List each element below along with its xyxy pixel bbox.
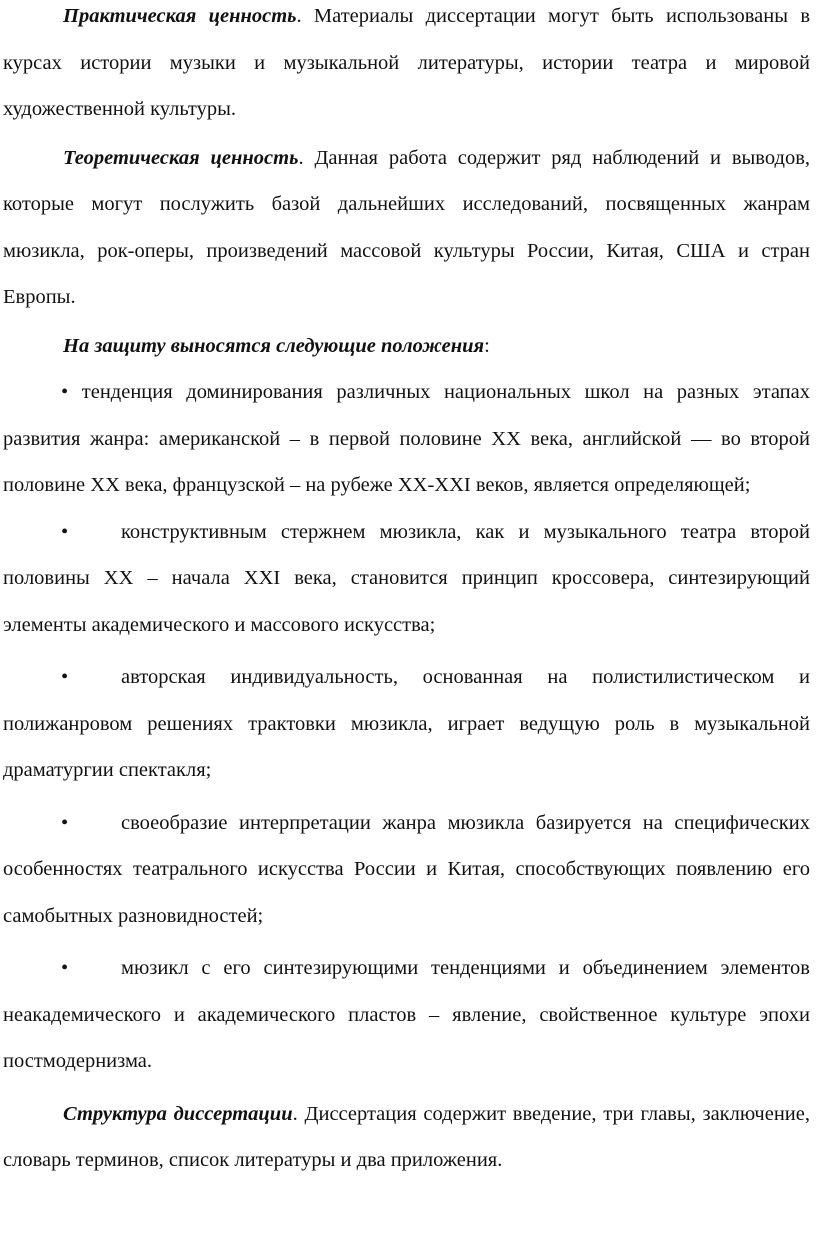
theoretical-value-paragraph: [3, 135, 810, 321]
list-item-text: авторская индивидуальность, основанная на полистилистическом и полижанровом решениях трактовки мюзикла, играет ведущую роль в музыкальной драматургии спектакля;: [3, 666, 810, 781]
structure-heading: Структура диссертации: [63, 1102, 293, 1125]
bullet-icon: •: [61, 957, 69, 979]
structure-paragraph: [3, 1091, 810, 1184]
practical-value-paragraph: [3, 0, 810, 133]
document-body: [3, 0, 810, 1184]
practical-value-heading: Практическая ценность: [63, 5, 297, 27]
defense-positions-colon: :: [484, 334, 490, 357]
bullet-icon: •: [61, 520, 69, 543]
theoretical-value-text: . Данная работа содержит ряд наблюдений и выводов, которые могут послужить базой дальнейших исследований, посвященных жанрам мюзикла, рок-оперы, произведений массовой культуры России, Китая, США и стран Европы.: [3, 146, 810, 308]
list-item-text: тенденция доминирования различных национальных школ на разных этапах развития жанра: американской – в первой половине ХХ века, английской — во второй половине ХХ века, французской – на рубеже ХХ-XXI веков, является определяющей;: [3, 381, 810, 496]
list-item: [3, 369, 810, 509]
list-item: [3, 654, 810, 794]
list-item-text: конструктивным стержнем мюзикла, как и музыкального театра второй половины ХХ – начала XXI века, становится принцип кроссовера, синтезирующий элементы академического и массового искусства;: [3, 520, 810, 636]
list-item: [3, 945, 810, 1085]
defense-positions-paragraph: [3, 323, 810, 370]
bullet-icon: •: [61, 666, 69, 688]
structure-text: . Диссертация содержит введение, три главы, заключение, словарь терминов, список литературы и два приложения.: [3, 1102, 810, 1171]
list-item: [3, 800, 810, 940]
bullet-icon: •: [61, 811, 69, 834]
practical-value-text: . Материалы диссертации могут быть использованы в курсах истории музыки и музыкальной литературы, истории театра и мировой художественной культуры.: [3, 5, 810, 120]
list-item: [3, 509, 810, 649]
theoretical-value-heading: Теоретическая ценность: [63, 146, 299, 169]
defense-positions-list: [3, 369, 810, 1085]
list-item-text: мюзикл с его синтезирующими тенденциями и объединением элементов неакадемического и академического пластов – явление, свойственное культуре эпохи постмодернизма.: [3, 957, 810, 1072]
bullet-icon: •: [61, 381, 69, 403]
list-item-text: своеобразие интерпретации жанра мюзикла базируется на специфических особенностях театрального искусства России и Китая, способствующих появлению его самобытных разновидностей;: [3, 811, 810, 927]
defense-positions-heading: На защиту выносятся следующие положения: [63, 334, 485, 357]
